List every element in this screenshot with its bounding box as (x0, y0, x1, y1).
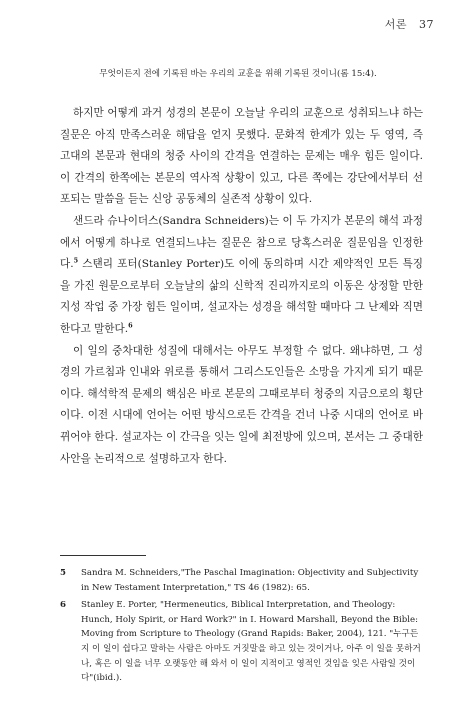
paragraph-2-part-1: 샌드라 슈나이더스(Sandra Schneiders)는 이 두 가지가 본문의 해석 과정에서 어떻게 하나로 연결되느냐는 질문은 참으로 당혹스러운 질문임을 인정한다. (60, 214, 423, 271)
footnote-ref-5[interactable]: 5 (73, 256, 79, 265)
paragraph-2 (60, 211, 423, 341)
page-number: 37 (419, 18, 434, 31)
paragraph-3: 이 일의 중차대한 성질에 대해서는 아무도 부정할 수 없다. 왜냐하면, 그 성경의 가르침과 인내와 위로를 통해서 그리스도인들은 소망을 가지게 되기 때문이다. 해석학적 문제의 핵심은 바로 본문의 그때로부터 청중의 지금으로의 횡단이다. 이전 시대에 언어는 어떤 방식으로든 간격을 건너 나중 시대의 언어로 바뀌어야 한다. 설교자는 이 간극을 잇는 일에 최전방에 있으며, 본서는 그 중대한 사안을 논리적으로 설명하고자 한다. (60, 344, 423, 465)
footnote-ref-6[interactable]: 6 (128, 321, 133, 330)
paragraph-1: 하지만 어떻게 과거 성경의 본문이 오늘날 우리의 교훈으로 성취되느냐 하는 질문은 아직 만족스러운 해답을 얻지 못했다. 문화적 한계가 있는 두 영역, 즉 고대의 본문과 현대의 청중 사이의 간격을 연결하는 문제는 매우 힘든 일이다. 이 간격의 한쪽에는 본문의 역사적 상황이 있고, 다른 쪽에는 강단에서부터 선포되는 말씀을 듣는 신앙 공동체의 실존적 상황이 있다. (60, 107, 423, 206)
footnote (60, 598, 423, 686)
epigraph: 무엇이든지 전에 기록된 바는 우리의 교훈을 위해 기록된 것이니(롬 15:4). (99, 69, 377, 79)
footnote-number: 5 (60, 568, 66, 578)
footnote-text: Stanley E. Porter, "Hermeneutics, Biblical Interpretation, and Theology: Hunch, Holy Spirit, or Hard Work?" in I. Howard Marshall, Beyond the Bible: Moving from Scripture to Theology (Grand Rapids: Baker, 2004), 121. "누구든지 이 일이 쉽다고 말하는 사람은 아마도 거짓말을 하고 있는 것이거나, 아주 이 일을 못하거나, 혹은 이 일을 너무 오랫동안 해 와서 이 일이 지적이고 영적인 것임을 잊은 사람일 것이다"(ibid.). (81, 600, 421, 684)
footnote (60, 566, 423, 595)
body-text (60, 103, 423, 470)
footnote-number: 6 (60, 600, 66, 611)
footnotes (60, 566, 423, 689)
paragraph-2-part-2: 스탠리 포터(Stanley Porter)도 이에 동의하며 시간 제약적인 모든 특징을 가진 원문으로부터 오늘날의 삶의 신학적 진리까지로의 이동은 상정할 만한 지성 작업 중 가장 힘든 일이며, 설교자는 성경을 해석할 때마다 그 난제와 직면한다고 말한다. (60, 258, 423, 335)
footnote-divider (60, 555, 146, 556)
chapter-title: 서론 (384, 18, 407, 31)
footnote-text: Sandra M. Schneiders,"The Paschal Imagination: Objectivity and Subjectivity in New Testament Interpretation," TS 46 (1982): 65. (81, 568, 419, 593)
running-header (385, 16, 434, 32)
